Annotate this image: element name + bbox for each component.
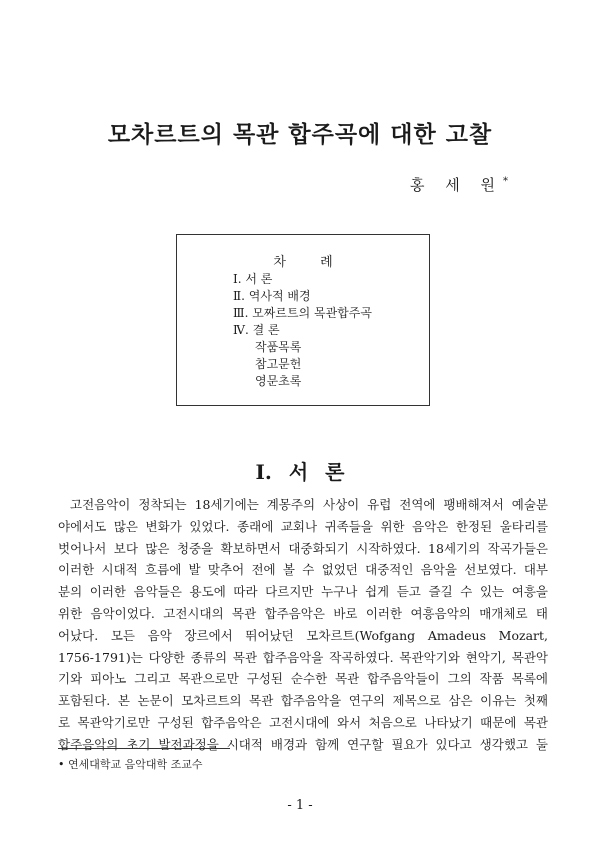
paper-title: 모차르트의 목관 합주곡에 대한 고찰 (107, 121, 493, 148)
body-line: 분의 이러한 음악들은 용도에 따라 다르지만 누구나 쉽게 듣고 즐길 수 있는 여흥을 (58, 584, 548, 600)
toc-list (233, 271, 372, 390)
body-line: 1756-1791)는 다양한 종류의 목관 합주음악을 작곡하였다. 목관악기와 현악기, 목관악 (58, 649, 548, 665)
toc-item: Ⅱ. 역사적 배경 (233, 289, 311, 303)
body-line: 야에서도 많은 변화가 있었다. 종래에 교회나 귀족들을 위한 음악은 한정된 울타리를 (58, 518, 548, 534)
body-paragraph (58, 494, 548, 756)
toc-sub-item: 작품목록 (255, 340, 302, 354)
toc-sub-item: 참고문헌 (255, 357, 302, 371)
toc-item: Ⅲ. 모짜르트의 목관합주곡 (233, 306, 372, 320)
body-line: 고전음악이 정착되는 18세기에는 계몽주의 사상이 유럽 전역에 팽배해져서 예술분 (70, 497, 548, 512)
toc-item: Ⅳ. 결 론 (233, 323, 280, 337)
author-name (410, 174, 508, 195)
footnote-divider (58, 748, 230, 749)
body-line: 포함된다. 본 논문이 모차르트의 목관 합주음악을 연구의 제목으로 삼은 이유는 첫째 (58, 693, 548, 709)
body-line: 이러한 시대적 흐름에 발 맞추어 전에 볼 수 없었던 대중적인 음악을 선보였다. 대부 (58, 562, 548, 578)
body-line: 위한 음악이었다. 고전시대의 목관 합주음악은 바로 이러한 여흥음악의 매개체로 태 (58, 605, 548, 621)
toc-item: Ⅰ. 서 론 (233, 272, 273, 286)
body-line: 로 목관악기로만 구성된 합주음악은 고전시대에 와서 처음으로 나타났기 때문에 목관 (58, 714, 548, 730)
body-line: 벗어나서 보다 많은 청중을 확보하면서 대중화되기 시작하였다. 18세기의 작곡가들은 (58, 540, 548, 556)
body-line: 어났다. 모든 음악 장르에서 뛰어났던 모차르트(Wofgang Amadeus Mozart, (58, 627, 548, 643)
author-text: 홍 세 원 (409, 176, 503, 194)
footnote: • 연세대학교 음악대학 조교수 (58, 758, 203, 771)
toc-heading: 차 례 (273, 255, 333, 270)
body-line: 기와 피아노 그리고 목관으로만 구성된 순수한 목관 합주음악들이 그의 작품 목록에 (58, 671, 548, 687)
section-title: Ⅰ. 서 론 (255, 460, 345, 484)
author-footnote-mark: * (503, 176, 508, 187)
table-of-contents (176, 234, 430, 406)
toc-sub-item: 영문초록 (255, 374, 302, 388)
page-number: - 1 - (287, 798, 313, 813)
body-line: 합주음악의 초기 발전과정을 시대적 배경과 함께 연구할 필요가 있다고 생각했고 둘 (58, 736, 548, 752)
